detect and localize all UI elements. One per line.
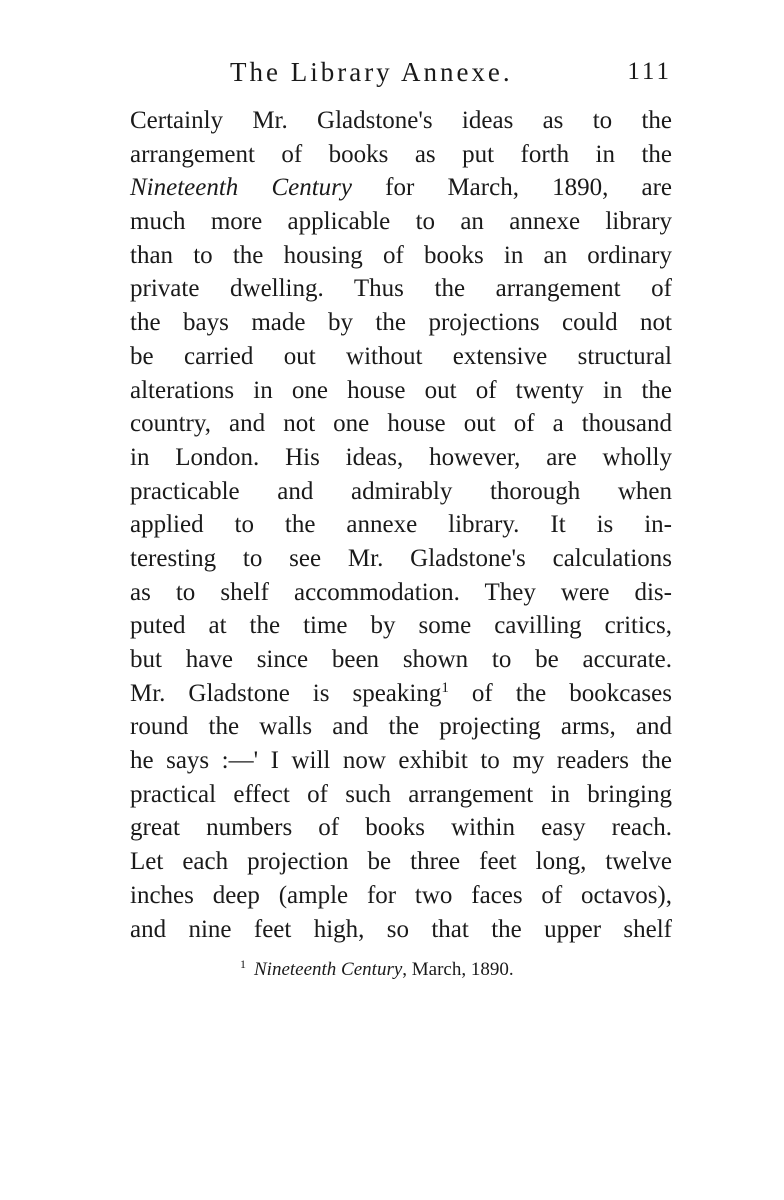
page-number: 111 bbox=[627, 58, 672, 85]
text-line: but have since been shown to be accurate. bbox=[130, 646, 672, 673]
text-line: much more applicable to an annexe library bbox=[130, 208, 672, 236]
text-line bbox=[130, 677, 672, 711]
text-line: in London. His ideas, however, are wholly bbox=[130, 443, 672, 471]
text-line: Let each projection be three feet long, twelve bbox=[130, 848, 672, 876]
running-title: The Library Annexe. bbox=[230, 57, 513, 87]
text-line-segment: of the bookcases bbox=[448, 679, 672, 707]
text-line: teresting to see Mr. Gladstone's calculations bbox=[130, 544, 672, 572]
text-line: and nine feet high, so that the upper shelf bbox=[130, 915, 672, 943]
text-line: applied to the annexe library. It is in- bbox=[130, 511, 672, 539]
running-head bbox=[130, 52, 672, 92]
text-line: great numbers of books within easy reach. bbox=[130, 814, 672, 842]
text-line: be carried out without extensive structural bbox=[130, 342, 672, 370]
text-line-segment: Mr. Gladstone is speaking bbox=[130, 679, 442, 707]
text-line: country, and not one house out of a thousand bbox=[130, 410, 672, 438]
italic-title: Nineteenth Century bbox=[130, 174, 352, 202]
text-line: than to the housing of books in an ordinary bbox=[130, 241, 672, 269]
text-line: the bays made by the projections could not bbox=[130, 309, 672, 337]
text-line: as to shelf accommodation. They were dis- bbox=[130, 578, 672, 606]
footnote-italic-title: Nineteenth Century bbox=[254, 959, 403, 980]
text-line-segment: for March, 1890, are bbox=[352, 174, 673, 202]
text-line: he says :—' I will now exhibit to my readers the bbox=[130, 747, 672, 775]
text-line: private dwelling. Thus the arrangement of bbox=[130, 275, 672, 303]
text-line: round the walls and the projecting arms, and bbox=[130, 713, 672, 741]
text-line: alterations in one house out of twenty in the bbox=[130, 376, 672, 404]
footnote-reference: 1 bbox=[441, 679, 449, 696]
text-line: practical effect of such arrangement in bringing bbox=[130, 780, 672, 808]
text-line: inches deep (ample for two faces of octavos), bbox=[130, 881, 672, 909]
text-line: Certainly Mr. Gladstone's ideas as to the bbox=[130, 107, 672, 134]
footnote-text: , March, 1890. bbox=[402, 959, 514, 980]
footnote-marker: 1 bbox=[240, 957, 246, 971]
text-line: arrangement of books as put forth in the bbox=[130, 140, 672, 168]
text-line bbox=[130, 171, 672, 205]
text-line: practicable and admirably thorough when bbox=[130, 477, 672, 505]
footnote bbox=[240, 957, 640, 983]
text-line: puted at the time by some cavilling critics, bbox=[130, 612, 672, 640]
body-text bbox=[130, 104, 672, 946]
